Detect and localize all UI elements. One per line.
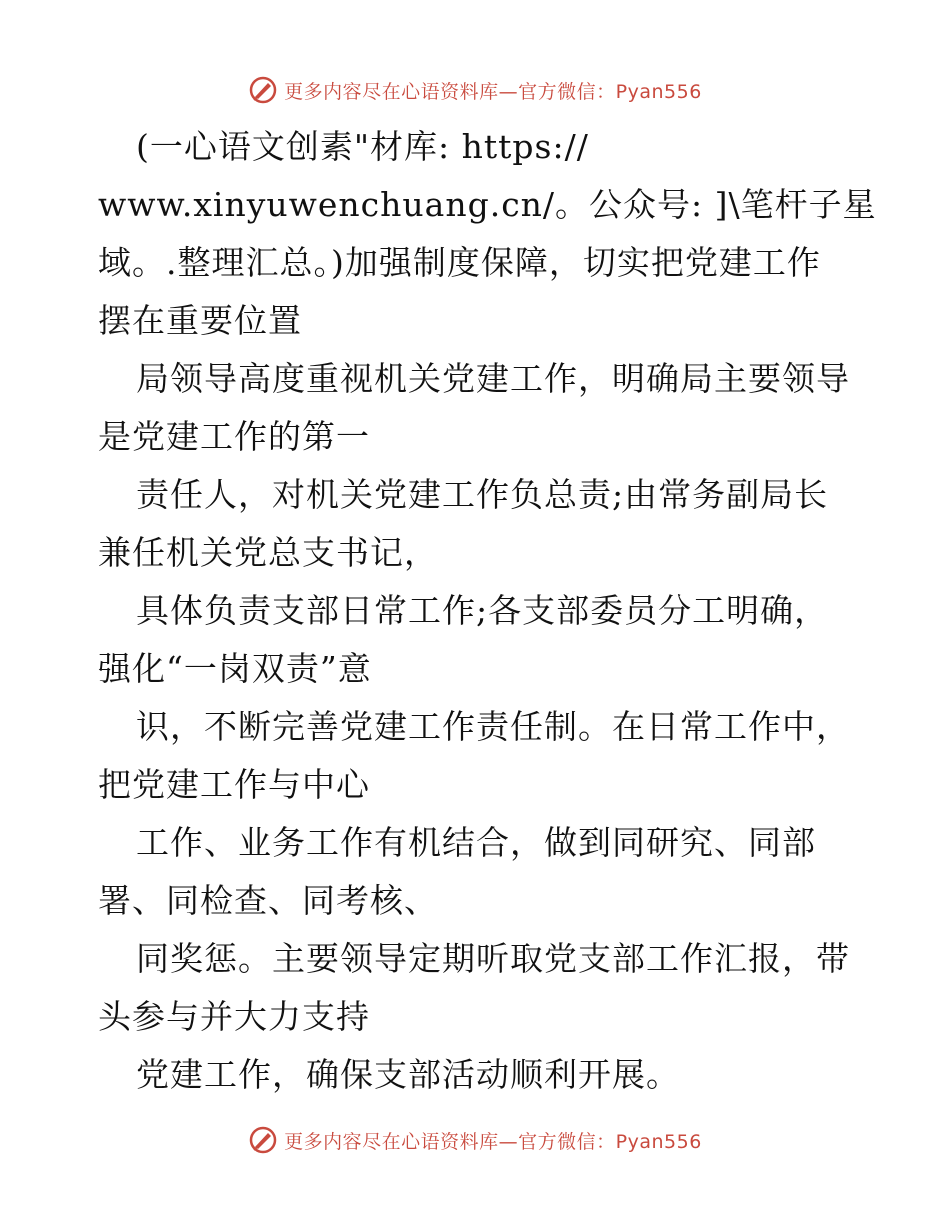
body-line: 署、同检查、同考核、 (98, 881, 438, 920)
body-line: 责任人，对机关党建工作负总责;由常务副局长 (136, 475, 829, 514)
body-line: 是党建工作的第一 (98, 417, 370, 456)
body-line: 兼任机关党总支书记， (98, 533, 438, 572)
body-line: (一心语文创素"材库: https:// (136, 127, 589, 166)
header-banner-text: 更多内容尽在心语资料库—官方微信：Pyan556 (284, 80, 702, 103)
body-line: 具体负责支部日常工作;各支部委员分工明确， (136, 591, 829, 630)
body-line: 同奖惩。主要领导定期听取党支部工作汇报，带 (136, 939, 850, 978)
body-line: 局领导高度重视机关党建工作，明确局主要领导 (136, 359, 850, 398)
body-line: 工作、业务工作有机结合，做到同研究、同部 (136, 823, 816, 862)
body-line: 把党建工作与中心 (98, 765, 370, 804)
body-line: 党建工作，确保支部活动顺利开展。 (136, 1055, 680, 1094)
footer-banner-text: 更多内容尽在心语资料库—官方微信：Pyan556 (284, 1130, 702, 1153)
body-line: www.xinyuwenchuang.cn/。公众号: ]\笔杆子星 (98, 185, 877, 224)
body-line: 强化“一岗双责”意 (98, 649, 372, 688)
body-line: 摆在重要位置 (98, 301, 302, 340)
header-banner (0, 70, 950, 110)
document-body (98, 118, 877, 1104)
pen-seal-logo-icon (248, 1125, 278, 1155)
body-line: 域。.整理汇总。)加强制度保障，切实把党建工作 (98, 243, 821, 282)
body-line: 头参与并大力支持 (98, 997, 370, 1036)
body-line: 识，不断完善党建工作责任制。在日常工作中， (136, 707, 850, 746)
footer-banner (0, 1120, 950, 1160)
pen-seal-logo-icon (248, 75, 278, 105)
